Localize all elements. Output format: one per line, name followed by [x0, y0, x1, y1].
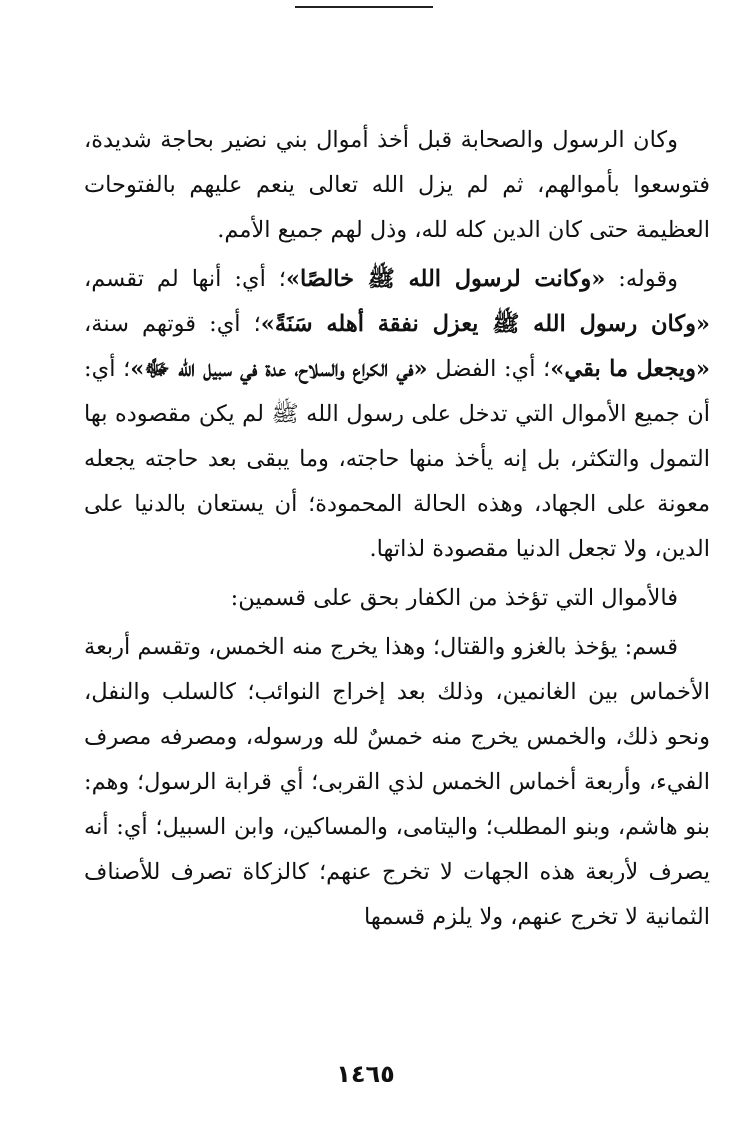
paragraph-4: قسم: يؤخذ بالغزو والقتال؛ وهذا يخرج منه الخمس، وتقسم أربعة الأخماس بين الغانمين، وذلك بعد إخراج النوائب؛ كالسلب والنفل، ونحو ذلك، والخمس يخرج منه خمسٌ لله ورسوله، ومصرفه مصرف الفيء، وأربعة أخماس الخمس لذي القربى؛ أي قرابة الرسول؛ وهم: بنو هاشم، وبنو المطلب؛ واليتامى، والمساكين، وابن السبيل؛ أي: أنه يصرف لأربعة هذه الجهات لا تخرج عنهم؛ كالزكاة تصرف للأصناف الثمانية لا تخرج عنهم، ولا يلزم قسمها	[84, 634, 710, 930]
hadith-quote-3: «ويجعل ما بقي»	[550, 356, 710, 382]
paragraph-2-text-1: وقوله:	[605, 266, 678, 292]
hadith-quote-4: «في الكراع والسلاح، عدة في سبيل الله ﷻ»	[130, 356, 428, 382]
paragraph-3: فالأموال التي تؤخذ من الكفار بحق على قسمين:	[230, 585, 678, 611]
paragraph-1: وكان الرسول والصحابة قبل أخذ أموال بني نضير بحاجة شديدة، فتوسعوا بأموالهم، ثم لم يزل الله تعالى ينعم عليهم بالفتوحات العظيمة حتى كان الدين كله لله، وذل لهم جميع الأمم.	[84, 127, 710, 243]
page-number: ١٤٦٥	[336, 1060, 395, 1088]
paragraph-2-text-5: ؛ أي: أن جميع الأموال التي تدخل على رسول الله ﷺ لم يكن مقصوده بها التمول والتكثر، بل إنه يأخذ منها حاجته، وما يبقى بعد حاجته يجعله معونة على الجهاد، وهذه الحالة المحمودة؛ أن يستعان بالدنيا على الدين، ولا تجعل الدنيا مقصودة لذاتها.	[84, 356, 710, 562]
paragraph-2-text-4: ؛ أي: الفضل	[427, 356, 551, 382]
paragraph-2-text-3: ؛ أي: قوتهم سنة،	[84, 311, 261, 337]
paragraph-2	[84, 257, 710, 572]
paragraph-2-text-2: ؛ أي: أنها لم تقسم،	[84, 266, 286, 292]
page-body	[84, 118, 710, 940]
hadith-quote-2: «وكان رسول الله ﷺ يعزل نفقة أهله سَنَةً»	[260, 311, 710, 337]
top-divider	[295, 6, 433, 8]
hadith-quote-1: «وكانت لرسول الله ﷺ خالصًا»	[285, 266, 606, 292]
